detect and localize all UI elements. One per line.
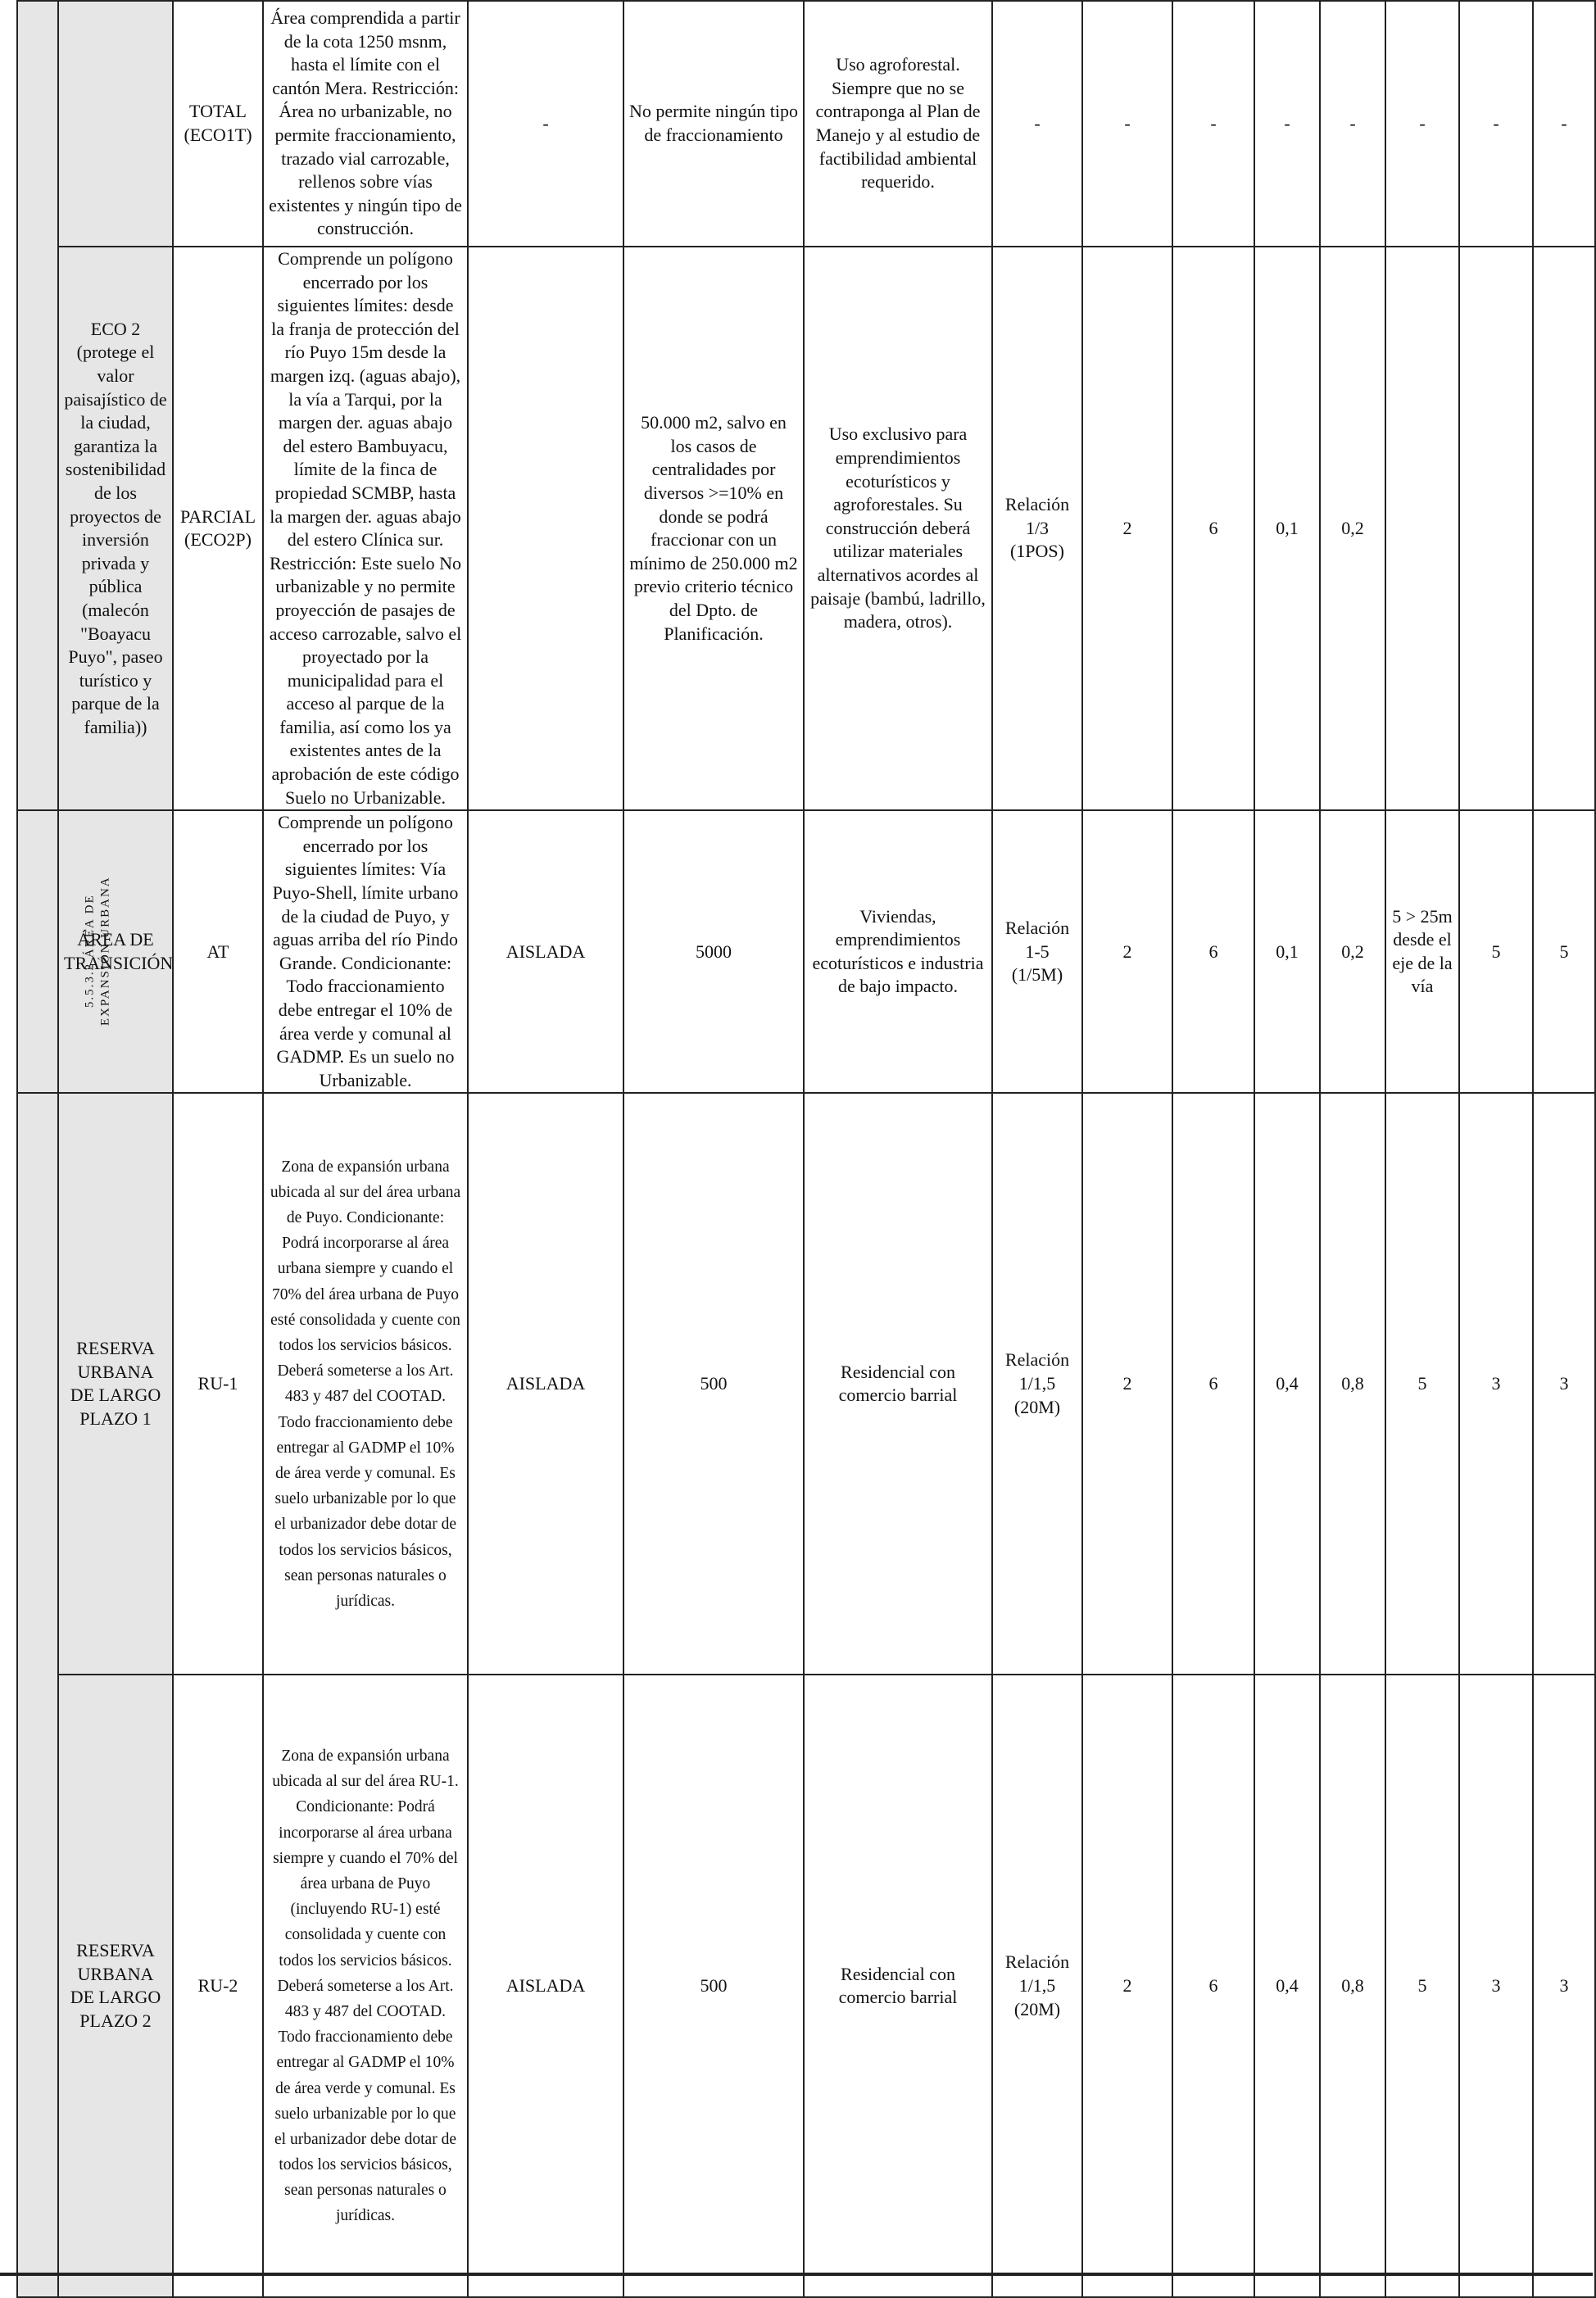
zone-cell: ECO 2 (protege el valor paisajístico de la ciudad, garantiza la sostenibilidad de los proyectos de inversión privada y pública (malecón "Boayacu Puyo", paseo turístico y parque de la familia)): [58, 247, 173, 810]
front-setback-cell: 5: [1385, 1675, 1459, 2297]
cos-cell: 0,1: [1254, 247, 1320, 810]
use-cell: Uso exclusivo para emprendimientos ecoturísticos y agroforestales. Su construcción deberá utilizar materiales alternativos acordes al paisaje (bambú, ladrillo, madera, otros).: [804, 247, 992, 810]
side-setback-cell: -: [1459, 1, 1533, 247]
zone-code: RU-2: [173, 1675, 263, 2297]
side-setback-cell: [1459, 247, 1533, 810]
density-cell: Relación 1/1,5 (20M): [992, 1675, 1082, 2297]
implantation-cell: AISLADA: [468, 810, 623, 1093]
implantation-cell: -: [468, 1, 623, 247]
section-cell-bottom: [17, 1093, 58, 2297]
floors-cell: -: [1082, 1, 1172, 247]
back-setback-cell: -: [1533, 1, 1595, 247]
use-cell: Residencial con comercio barrial: [804, 1675, 992, 2297]
min-lot-cell: 500: [623, 1093, 804, 1675]
zone-code: AT: [173, 810, 263, 1093]
density-cell: -: [992, 1, 1082, 247]
section-label-cell: [17, 810, 112, 1093]
floors-cell: 2: [1082, 1093, 1172, 1675]
front-setback-cell: 5 > 25m desde el eje de la vía: [1385, 810, 1459, 1093]
front-setback-cell: -: [1385, 1, 1459, 247]
back-setback-cell: 3: [1533, 1675, 1595, 2297]
density-cell: Relación 1-5 (1/5M): [992, 810, 1082, 1093]
zone-description: Comprende un polígono encerrado por los siguientes límites: Vía Puyo-Shell, límite urbano de la ciudad de Puyo, y aguas arriba del río Pindo Grande. Condicionante: Todo fraccionamiento debe entregar el 10% de área verde y comunal al GADMP. Es un suelo no Urbanizable.: [263, 810, 468, 1093]
height-cell: -: [1172, 1, 1254, 247]
cos-total-cell: 0,2: [1320, 810, 1385, 1093]
back-setback-cell: 5: [1533, 810, 1595, 1093]
implantation-cell: AISLADA: [468, 1093, 623, 1675]
back-setback-cell: 3: [1533, 1093, 1595, 1675]
zone-code: PARCIAL (ECO2P): [173, 247, 263, 810]
zone-cell: RESERVA URBANA DE LARGO PLAZO 1: [58, 1093, 173, 1675]
zone-description: Comprende un polígono encerrado por los siguientes límites: desde la franja de protección del río Puyo 15m desde la margen izq. (aguas abajo), la vía a Tarqui, por la margen der. aguas abajo del estero Bambuyacu, límite de la finca de propiedad SCMBP, hasta la margen der. aguas abajo del estero Clínica sur. Restricción: Este suelo No urbanizable y no permite proyección de pasajes de acceso carrozable, salvo el proyectado por la municipalidad para el acceso al parque de la familia, así como los ya existentes antes de la aprobación de este código Suelo no Urbanizable.: [263, 247, 468, 810]
cos-total-cell: 0,8: [1320, 1093, 1385, 1675]
cos-cell: -: [1254, 1, 1320, 247]
zone-cell: [58, 1, 173, 247]
min-lot-cell: 50.000 m2, salvo en los casos de centralidades por diversos >=10% en donde se podrá fraccionar con un mínimo de 250.000 m2 previo criterio técnico del Dpto. de Planificación.: [623, 247, 804, 810]
table-row: [17, 1675, 1595, 2297]
back-setback-cell: [1533, 247, 1595, 810]
cos-total-cell: 0,8: [1320, 1675, 1385, 2297]
cos-total-cell: -: [1320, 1, 1385, 247]
floors-cell: 2: [1082, 1675, 1172, 2297]
use-cell: Uso agroforestal. Siempre que no se contraponga al Plan de Manejo y al estudio de factibilidad ambiental requerido.: [804, 1, 992, 247]
side-setback-cell: 3: [1459, 1675, 1533, 2297]
zone-code: TOTAL (ECO1T): [173, 1, 263, 247]
table-row: [17, 1, 1595, 247]
density-cell: Relación 1/1,5 (20M): [992, 1093, 1082, 1675]
page-bottom-rule: [0, 2273, 1593, 2276]
min-lot-cell: 500: [623, 1675, 804, 2297]
front-setback-cell: 5: [1385, 1093, 1459, 1675]
height-cell: 6: [1172, 247, 1254, 810]
zone-description: Área comprendida a partir de la cota 1250 msnm, hasta el límite con el cantón Mera. Restricción: Área no urbanizable, no permite fraccionamiento, trazado vial carrozable, rellenos sobre vías existentes y ningún tipo de construcción.: [263, 1, 468, 247]
height-cell: 6: [1172, 810, 1254, 1093]
use-cell: Residencial con comercio barrial: [804, 1093, 992, 1675]
cos-cell: 0,4: [1254, 1675, 1320, 2297]
implantation-cell: AISLADA: [468, 1675, 623, 2297]
density-cell: Relación 1/3 (1POS): [992, 247, 1082, 810]
side-setback-cell: 3: [1459, 1093, 1533, 1675]
min-lot-cell: 5000: [623, 810, 804, 1093]
table-row: [17, 1093, 1595, 1675]
zone-code: RU-1: [173, 1093, 263, 1675]
floors-cell: 2: [1082, 810, 1172, 1093]
min-lot-cell: No permite ningún tipo de fraccionamiento: [623, 1, 804, 247]
cos-cell: 0,1: [1254, 810, 1320, 1093]
zone-description: Zona de expansión urbana ubicada al sur del área urbana de Puyo. Condicionante: Podrá incorporarse al área urbana siempre y cuando el 70% del área urbana de Puyo esté consolidada y cuente con todos los servicios básicos. Deberá someterse a los Art. 483 y 487 del COOTAD. Todo fraccionamiento debe entregar al GADMP el 10% de área verde y comunal. Es suelo urbanizable por lo que el urbanizador debe dotar de todos los servicios básicos, sean personas naturales o jurídicas.: [263, 1093, 468, 1675]
implantation-cell: [468, 247, 623, 810]
front-setback-cell: [1385, 247, 1459, 810]
table-row: [17, 247, 1595, 810]
section-label: 5.5.3.2 ÁREA DE EXPANSIÓN URBANA: [83, 876, 112, 1027]
height-cell: 6: [1172, 1675, 1254, 2297]
height-cell: 6: [1172, 1093, 1254, 1675]
land-use-table: [16, 0, 1596, 2298]
cos-total-cell: 0,2: [1320, 247, 1385, 810]
zone-cell: RESERVA URBANA DE LARGO PLAZO 2: [58, 1675, 173, 2297]
use-cell: Viviendas, emprendimientos ecoturísticos e industria de bajo impacto.: [804, 810, 992, 1093]
zone-cell: ÁREA DE TRANSICIÓN: [58, 810, 173, 1093]
section-cell-top: [17, 1, 58, 810]
cos-cell: 0,4: [1254, 1093, 1320, 1675]
zone-description: Zona de expansión urbana ubicada al sur del área RU-1. Condicionante: Podrá incorporarse al área urbana siempre y cuando el 70% del área urbana de Puyo (incluyendo RU-1) esté consolidada y cuente con todos los servicios básicos. Deberá someterse a los Art. 483 y 487 del COOTAD. Todo fraccionamiento debe entregar al GADMP el 10% de área verde y comunal. Es suelo urbanizable por lo que el urbanizador debe dotar de todos los servicios básicos, sean personas naturales o jurídicas.: [263, 1675, 468, 2297]
floors-cell: 2: [1082, 247, 1172, 810]
side-setback-cell: 5: [1459, 810, 1533, 1093]
table-row: [17, 810, 1595, 1093]
